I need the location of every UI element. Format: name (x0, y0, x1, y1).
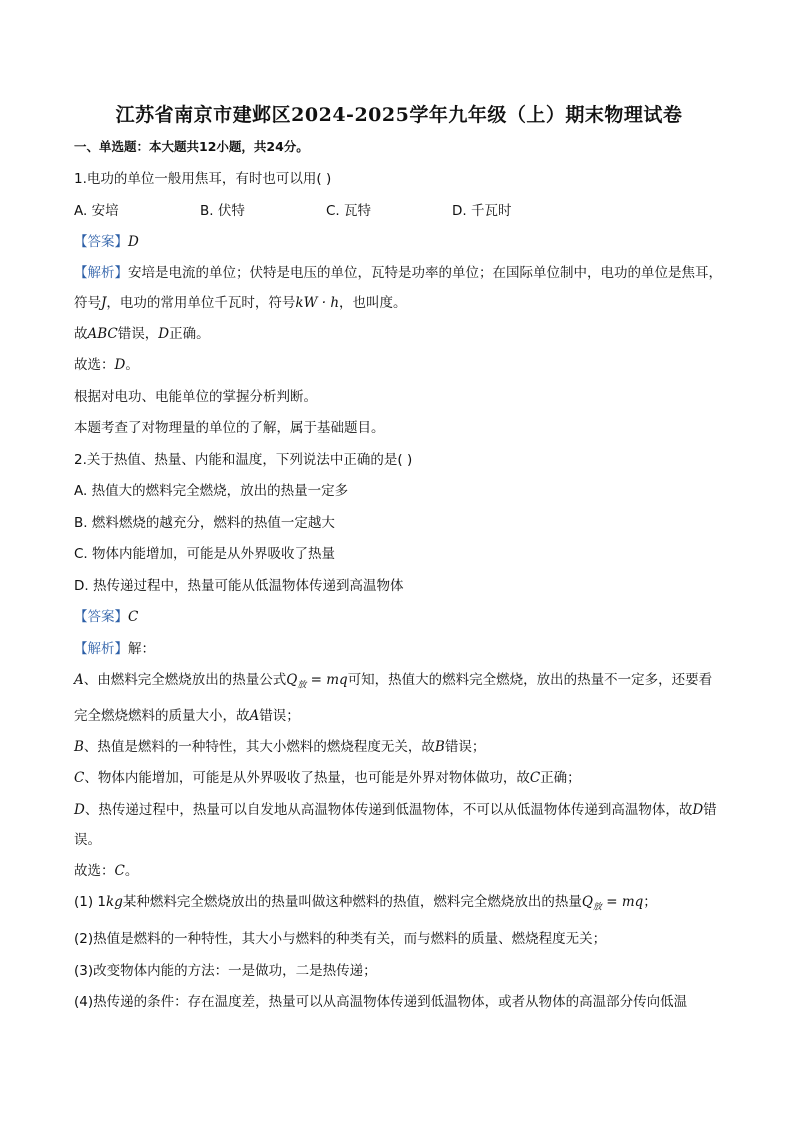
question-1-stem: 1.电功的单位一般用焦耳，有时也可以用( ) (74, 171, 332, 187)
text: 错误； (444, 738, 486, 755)
question-2-analysis-a (74, 665, 724, 731)
text: 某种燃料完全燃烧放出的热量叫做这种燃料的热值，燃料完全燃烧放出的热量 (122, 894, 582, 911)
symbol: A (249, 707, 260, 724)
option-d: D. 热传递过程中，热量可能从低温物体传递到高温物体 (74, 577, 404, 594)
option-b: B. 伏特 (200, 202, 245, 219)
text: 可知，热值大的燃料完全燃烧，放出的热量不一定多，还要看完全燃烧燃料的质量大小，故 (74, 672, 713, 724)
question-2-choice (74, 861, 724, 881)
analysis-text: 安培是电流的单位；伏特是电压的单位，瓦特是功率的单位；在国际单位制中，电功的单位是焦耳，符号 (74, 264, 722, 311)
option-a: A. 热值大的燃料完全燃烧，放出的热量一定多 (74, 483, 349, 499)
formula-q: Q (581, 894, 593, 911)
text: 错误。 (74, 801, 717, 848)
symbol: D (74, 801, 85, 818)
symbol: D (692, 801, 704, 818)
heat-formula (581, 894, 644, 913)
symbol: ABC (87, 325, 118, 342)
option-b: B. 燃料燃烧的越充分，燃料的热值一定越大 (74, 514, 335, 531)
question-2-analysis-c (74, 768, 724, 788)
symbol-j: J (101, 294, 107, 311)
analysis-text: ，电功的常用单位千瓦时，符号 (106, 294, 296, 311)
question-2-stem: 2.关于热值、热量、内能和温度，下列说法中正确的是( ) (74, 451, 413, 468)
text: 故选： (74, 357, 115, 373)
text: 。 (125, 357, 139, 373)
text: (1) 1 (74, 894, 107, 911)
answer-value: D (128, 234, 139, 250)
formula-sub: 放 (297, 680, 307, 691)
formula-q: Q (286, 672, 298, 688)
analysis-text: ，也叫度。 (339, 294, 407, 311)
question-2-analysis-d (74, 795, 724, 855)
symbol: C (74, 770, 85, 787)
symbol: D (158, 325, 170, 342)
question-2-analysis-b (74, 737, 724, 757)
analysis-tag: 【解析】 (74, 264, 128, 281)
question-1-line-2 (74, 324, 724, 344)
text: 、热传递过程中，热量可以自发地从高温物体传递到低温物体，不可以从低温物体传递到高温物体，故 (84, 801, 693, 818)
symbol: B (74, 738, 84, 755)
text: 错误； (259, 707, 300, 724)
option-c: C. 瓦特 (326, 202, 372, 219)
note-2: (2)热值是燃料的一种特性，其大小与燃料的种类有关，而与燃料的质量、燃烧程度无关； (74, 931, 607, 948)
formula-rest: = mq (306, 672, 348, 688)
section-heading: 一、单选题：本大题共12小题，共24分。 (74, 139, 309, 154)
heat-formula (286, 672, 348, 691)
text: 解： (128, 640, 155, 657)
note-3: (3)改变物体内能的方法：一是做功，二是热传递； (74, 962, 377, 979)
option-d: D. 千瓦时 (452, 202, 512, 219)
answer-value: C (128, 609, 139, 625)
symbol: B (434, 738, 445, 755)
text: 错误， (117, 325, 159, 342)
document-page (74, 100, 724, 1024)
symbol: C (114, 862, 125, 879)
answer-tag: 【答案】 (74, 609, 128, 625)
question-1-answer (74, 232, 724, 252)
formula-rest: = mq (601, 894, 644, 911)
formula-sub: 放 (592, 902, 602, 913)
option-c: C. 物体内能增加，可能是从外界吸收了热量 (74, 546, 336, 562)
question-1-line-4: 根据对电功、电能单位的掌握分析判断。 (74, 388, 317, 405)
text: ； (643, 894, 657, 911)
text: 。 (124, 862, 139, 879)
symbol: D (114, 357, 126, 373)
question-2-answer (74, 607, 724, 627)
symbol-kg: kg (106, 894, 123, 911)
question-1-options (74, 201, 724, 221)
answer-tag: 【答案】 (74, 234, 128, 250)
question-1-choice (74, 355, 724, 375)
note-4: (4)热传递的条件：存在温度差，热量可以从高温物体传递到低温物体，或者从物体的高温部分传向低温 (74, 994, 688, 1011)
symbol: C (529, 770, 541, 787)
text: 正确； (540, 770, 581, 787)
note-1 (74, 892, 724, 918)
text: 、热值是燃料的一种特性，其大小燃料的燃烧程度无关，故 (83, 738, 435, 755)
option-a: A. 安培 (74, 202, 119, 219)
text: 、物体内能增加，可能是从外界吸收了热量，也可能是外界对物体做功，故 (84, 770, 530, 787)
symbol-kwh: kW · h (295, 294, 340, 311)
question-2-analysis-head (74, 639, 724, 659)
text: 正确。 (169, 325, 210, 342)
analysis-tag: 【解析】 (74, 640, 128, 657)
question-1-line-5: 本题考查了对物理量的单位的了解，属于基础题目。 (74, 420, 385, 436)
text: 故选： (74, 862, 115, 879)
question-1-analysis (74, 258, 724, 318)
text: 故 (74, 325, 88, 342)
symbol: A (74, 672, 84, 688)
text: 、由燃料完全燃烧放出的热量公式 (83, 672, 287, 688)
page-title: 江苏省南京市建邺区2024-2025学年九年级（上）期末物理试卷 (115, 104, 683, 126)
